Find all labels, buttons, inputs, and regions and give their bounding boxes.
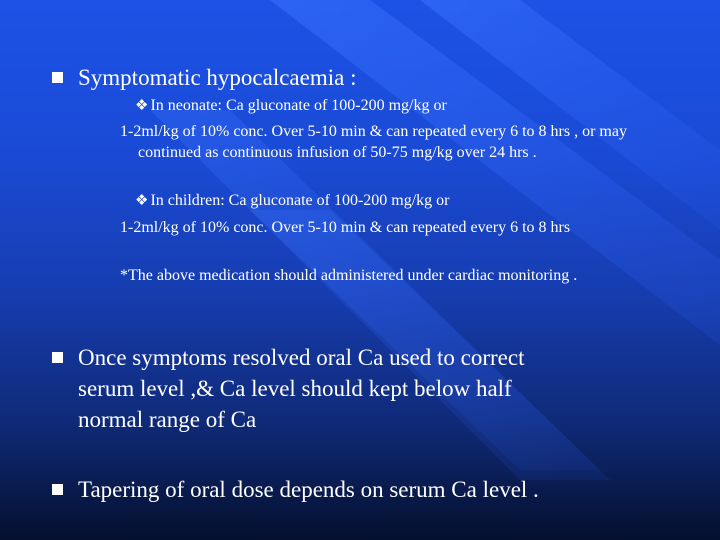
diamond-bullet-icon: ❖: [135, 98, 149, 114]
monitoring-note-text: *The above medication should administered under cardiac monitoring .: [120, 267, 578, 284]
square-bullet-icon: [52, 484, 63, 495]
children-dose-text: In children: Ca gluconate of 100-200 mg/kg or: [150, 192, 450, 209]
monitoring-note-block: [120, 265, 650, 286]
square-bullet-icon: [52, 352, 63, 363]
bullet-text: Tapering of oral dose depends on serum Ca level .: [78, 477, 539, 502]
bullet-symptomatic-hypocalcaemia: [52, 62, 652, 94]
bullet-line: normal range of Ca: [78, 407, 257, 432]
bullet-oral-calcium: [52, 342, 652, 438]
children-dose-line: [135, 190, 450, 212]
diamond-bullet-icon: ❖: [135, 193, 149, 209]
neonate-dose-line: [135, 95, 447, 117]
bullet-tapering: [52, 474, 652, 506]
bullet-line: Once symptoms resolved oral Ca used to correct: [78, 345, 525, 370]
bullet-line: serum level ,& Ca level should kept below half: [78, 376, 512, 401]
children-detail-text: 1-2ml/kg of 10% conc. Over 5-10 min & can repeated every 6 to 8 hrs: [120, 219, 571, 236]
square-bullet-icon: [52, 72, 63, 83]
neonate-detail-block: [120, 121, 650, 163]
neonate-dose-text: In neonate: Ca gluconate of 100-200 mg/kg or: [150, 97, 447, 114]
children-detail-block: [120, 217, 650, 238]
neonate-detail-text: 1-2ml/kg of 10% conc. Over 5-10 min & can repeated every 6 to 8 hrs , or may continued as continuous infusion of 50-75 mg/kg over 24 hrs .: [120, 123, 627, 161]
bullet-text: Symptomatic hypocalcaemia :: [78, 65, 357, 90]
